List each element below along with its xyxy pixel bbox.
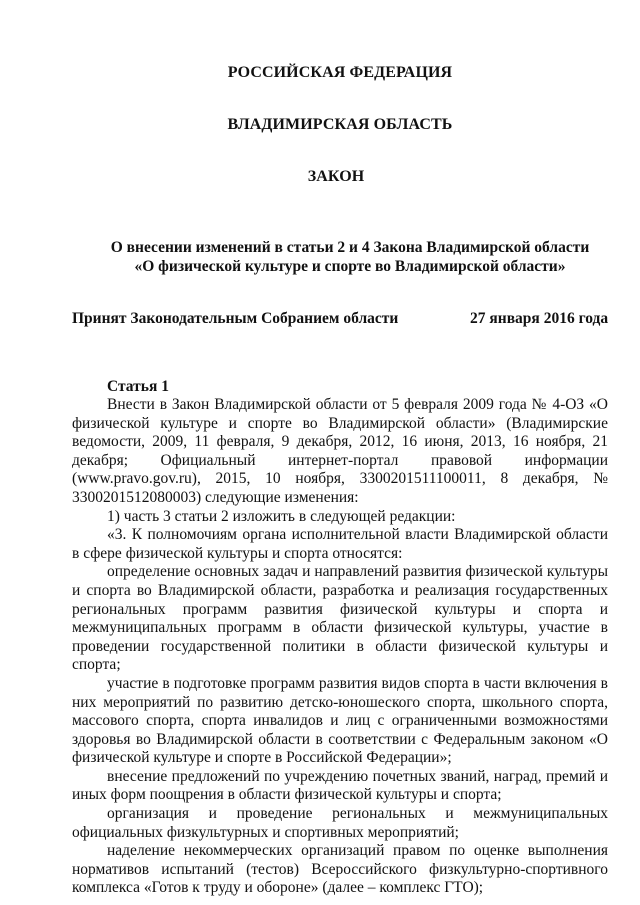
law-title-line-2: «О физической культуре и спорте во Владимирской области» xyxy=(134,258,566,275)
paragraph: внесение предложений по учреждению почетных званий, наград, премий и иных форм поощрения в области физической культуры и спорта; xyxy=(72,767,608,804)
article-heading: Статья 1 xyxy=(107,378,169,395)
region-heading: ВЛАДИМИРСКАЯ ОБЛАСТЬ xyxy=(227,116,453,133)
paragraph: Внести в Закон Владимирской области от 5 февраля 2009 года № 4-ОЗ «О физической культуре и спорте во Владимирской области» (Владимирские ведомости, 2009, 11 февраля, 9 декабря, 2012, 16 июня, 2013, 16 ноября, 21 декабря; Официальный интернет-портал правовой информации (www.pravo.gov.ru), 2015, 10 ноября, 3300201511100011, 8 декабря, № 3300201512080003) следующие изменения: xyxy=(72,396,608,506)
paragraph: определение основных задач и направлений развития физической культуры и спорта во Владимирской области, разработка и реализация государственных региональных программ развития физической культуры и спорта и межмуниципальных программ в области физической культуры, участие в проведении государственной политики в области физической культуры и спорта; xyxy=(72,563,608,674)
document-type-heading: ЗАКОН xyxy=(307,168,365,185)
law-title xyxy=(72,238,628,276)
paragraph: участие в подготовке программ развития видов спорта в части включения в них мероприятий по развитию детско-юношеского спорта, школьного спорта, массового спорта, спорта инвалидов и лиц с ограниченными возможностями здоровья во Владимирской области в соответствии с Федеральным законом «О физической культуре и спорте в Российской Федерации»; xyxy=(72,674,608,767)
paragraph: 1) часть 3 статьи 2 изложить в следующей редакции: xyxy=(107,507,456,525)
paragraph: наделение некоммерческих организаций правом по оценке выполнения нормативов испытаний (тестов) Всероссийского физкультурно-спортивного комплекса «Готов к труду и обороне» (далее – комплекс ГТО); xyxy=(72,842,608,897)
paragraph: «3. К полномочиям органа исполнительной власти Владимирской области в сфере физической культуры и спорта относятся: xyxy=(72,526,608,562)
paragraph: организация и проведение региональных и межмуниципальных официальных физкультурных и спортивных мероприятий; xyxy=(72,805,608,841)
adoption-date: 27 января 2016 года xyxy=(470,310,609,327)
article-body xyxy=(72,396,608,898)
federation-heading: РОССИЙСКАЯ ФЕДЕРАЦИЯ xyxy=(227,64,453,81)
law-title-line-1: О внесении изменений в статьи 2 и 4 Закона Владимирской области xyxy=(110,239,590,256)
adopted-by: Принят Законодательным Собранием области xyxy=(72,310,399,327)
